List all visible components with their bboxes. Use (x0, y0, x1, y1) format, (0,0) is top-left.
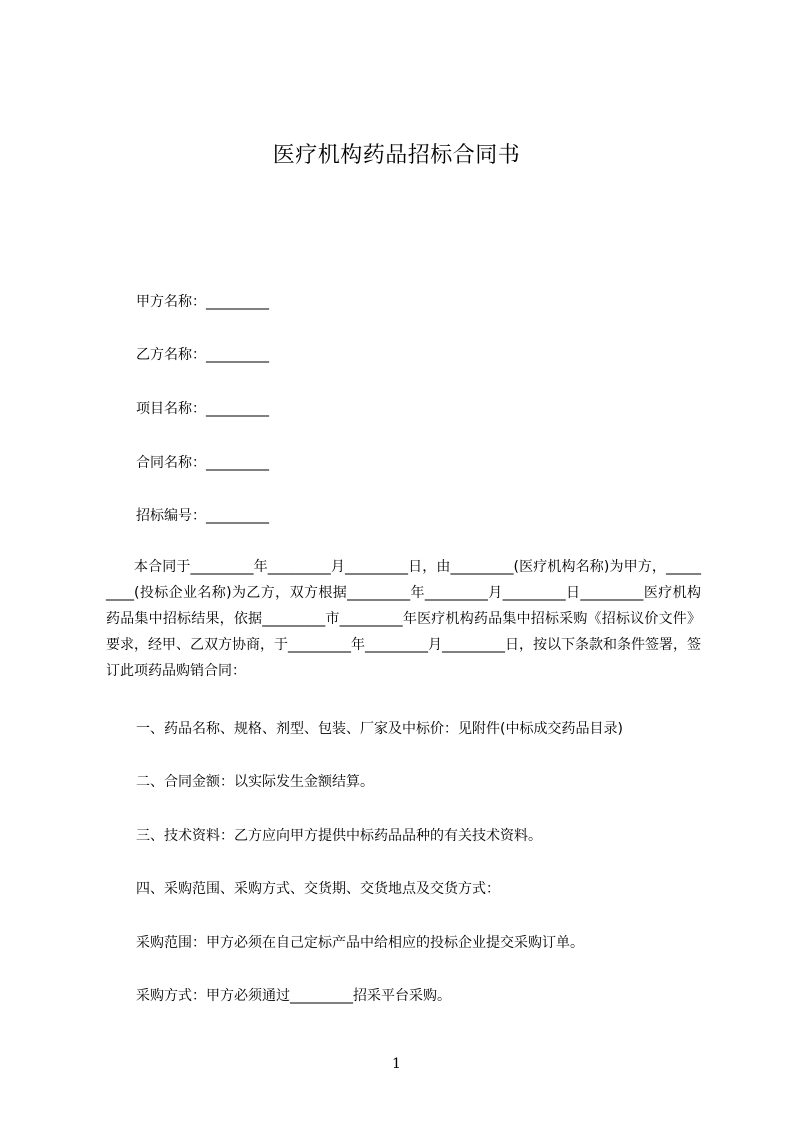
field-value: _________ (206, 508, 269, 524)
preamble-paragraph: 本合同于_________年_________月_________日，由_________(医疗机构名称)为甲方，_________(投标企业名称)为乙方，双方根据_________年_________月_________日_________医疗机构药品集中招标结果，依据_________市_________年医疗机构药品集中招标采购《招标议价文件》要求，经甲、乙双方协商，于_________年_________月_________日，按以下条款和条件签署，签订此项药品购销合同： (106, 559, 701, 679)
field-label: 甲方名称： (136, 294, 206, 310)
field-label: 乙方名称： (136, 347, 206, 363)
page-number: 1 (392, 1056, 401, 1072)
field-party-b (136, 345, 269, 365)
field-party-a (136, 292, 269, 312)
field-label: 招标编号： (136, 508, 206, 524)
clause-1: 一、药品名称、规格、剂型、包装、厂家及中标价：见附件(中标成交药品目录) (136, 721, 623, 737)
field-value: _________ (206, 455, 269, 471)
clause-3: 三、技术资料：乙方应向甲方提供中标药品品种的有关技术资料。 (136, 828, 542, 844)
field-contract-name (136, 453, 269, 473)
clause-4: 四、采购范围、采购方式、交货期、交货地点及交货方式： (136, 881, 500, 897)
clause-2: 二、合同金额：以实际发生金额结算。 (136, 774, 374, 790)
field-label: 项目名称： (136, 401, 206, 417)
field-tender-number (136, 506, 269, 526)
clause-scope: 采购范围：甲方必须在自己定标产品中给相应的投标企业提交采购订单。 (136, 935, 584, 951)
field-value: _________ (206, 347, 269, 363)
document-title: 医疗机构药品招标合同书 (272, 143, 521, 168)
field-value: _________ (206, 401, 269, 417)
clause-method: 采购方式：甲方必须通过_________招采平台采购。 (136, 988, 451, 1004)
field-value: _________ (206, 294, 269, 310)
field-project-name (136, 399, 269, 419)
field-label: 合同名称： (136, 455, 206, 471)
